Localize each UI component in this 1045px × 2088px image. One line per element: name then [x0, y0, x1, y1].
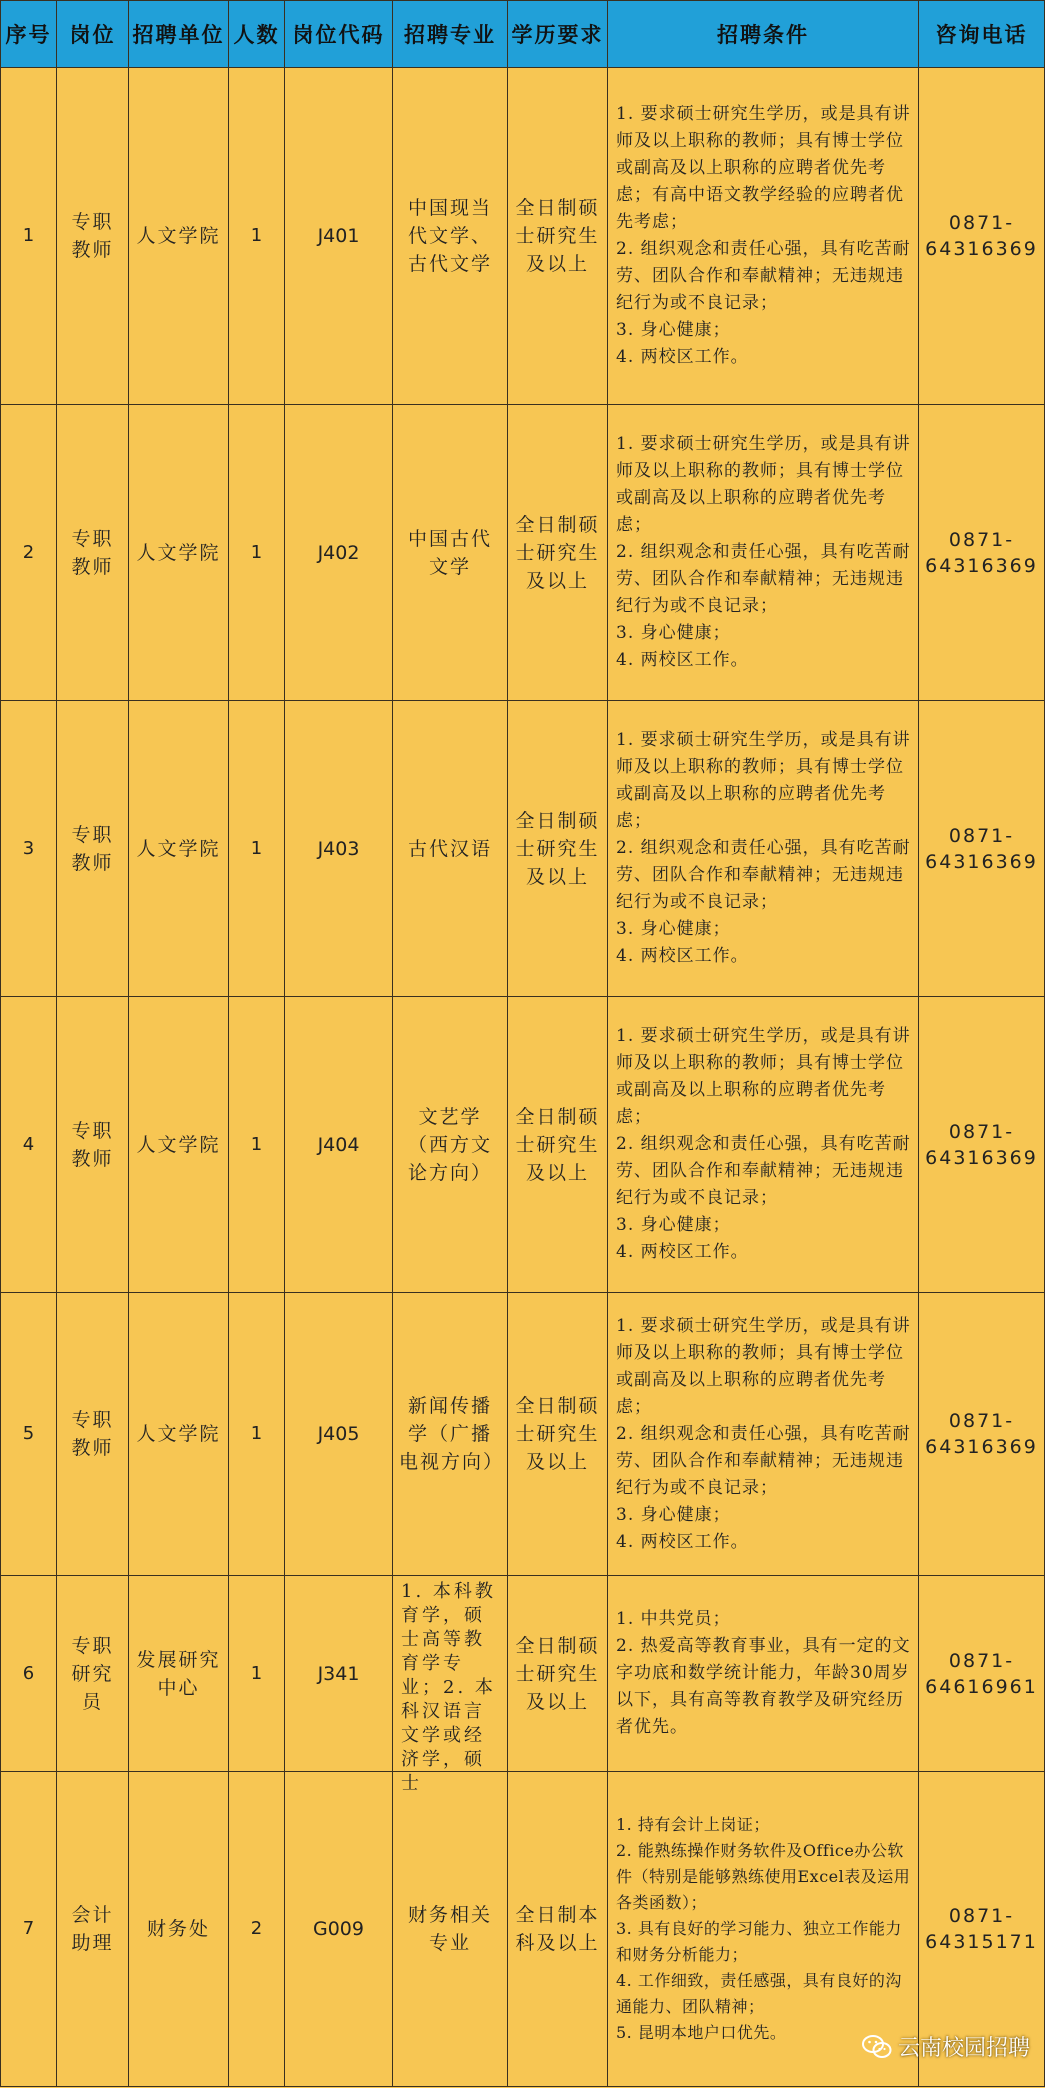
- row-no: 2: [1, 405, 57, 701]
- row-code: J403: [285, 701, 393, 997]
- watermark-text: 云南校园招聘: [897, 2036, 1030, 2061]
- row-count: 1: [229, 68, 285, 405]
- table-row: [1, 68, 1045, 405]
- watermark: [862, 2031, 1030, 2062]
- row-position: 专职教师: [57, 997, 129, 1293]
- row-phone: 0871-64616961: [919, 1576, 1045, 1772]
- row-education: 全日制硕士研究生及以上: [508, 1293, 608, 1576]
- row-no: 4: [1, 997, 57, 1293]
- row-code: J341: [285, 1576, 393, 1772]
- row-position: 专职教师: [57, 1293, 129, 1576]
- condition-item: 2. 能熟练操作财务软件及Office办公软件（特别是能够熟练使用Excel表及运用各类函数）；: [616, 1841, 911, 1912]
- row-phone: 0871-64316369: [919, 68, 1045, 405]
- header-code: 岗位代码: [285, 1, 393, 68]
- condition-item: 3. 身心健康；: [616, 1504, 731, 1525]
- condition-item: 1. 要求硕士研究生学历，或是具有讲师及以上职称的教师；具有博士学位或副高及以上职称的应聘者优先考虑；: [616, 1315, 911, 1417]
- row-unit: 发展研究中心: [129, 1576, 229, 1772]
- row-conditions: [608, 1293, 919, 1576]
- row-major: 中国古代文学: [393, 405, 508, 701]
- condition-item: 3. 身心健康；: [616, 1215, 731, 1235]
- row-major: 财务相关专业: [393, 1772, 508, 2087]
- condition-item: 1. 要求硕士研究生学历，或是具有讲师及以上职称的教师；具有博士学位或副高及以上职称的应聘者优先考虑；: [616, 1026, 911, 1127]
- wechat-icon: [862, 2034, 892, 2060]
- row-position: 会计助理: [57, 1772, 129, 2087]
- header-row: [1, 1, 1045, 68]
- condition-item: 2. 组织观念和责任心强，具有吃苦耐劳、团队合作和奉献精神；无违规违纪行为或不良记录；: [616, 1134, 911, 1208]
- condition-item: 1. 要求硕士研究生学历，或是具有讲师及以上职称的教师；具有博士学位或副高及以上职称的应聘者优先考虑；有高中语文教学经验的应聘者优先考虑；: [616, 104, 911, 232]
- row-no: 7: [1, 1772, 57, 2087]
- row-conditions: [608, 701, 919, 997]
- row-position: 专职研究员: [57, 1576, 129, 1772]
- table-row: [1, 1293, 1045, 1576]
- condition-item: 1. 要求硕士研究生学历，或是具有讲师及以上职称的教师；具有博士学位或副高及以上职称的应聘者优先考虑；: [616, 434, 911, 535]
- condition-item: 1. 持有会计上岗证；: [616, 1815, 770, 1834]
- header-count: 人数: [229, 1, 285, 68]
- row-code: J401: [285, 68, 393, 405]
- row-count: 1: [229, 997, 285, 1293]
- row-education: 全日制硕士研究生及以上: [508, 405, 608, 701]
- row-education: 全日制硕士研究生及以上: [508, 68, 608, 405]
- row-count: 1: [229, 1576, 285, 1772]
- condition-item: 1. 要求硕士研究生学历，或是具有讲师及以上职称的教师；具有博士学位或副高及以上职称的应聘者优先考虑；: [616, 730, 911, 831]
- row-unit: 人文学院: [129, 68, 229, 405]
- header-conditions: 招聘条件: [608, 1, 919, 68]
- row-position: 专职教师: [57, 701, 129, 997]
- row-major: 文艺学（西方文论方向）: [393, 997, 508, 1293]
- table-row: [1, 701, 1045, 997]
- condition-item: 4. 两校区工作。: [616, 347, 749, 367]
- row-conditions: [608, 997, 919, 1293]
- condition-item: 4. 两校区工作。: [616, 946, 749, 966]
- row-major: 新闻传播学（广播电视方向）: [393, 1293, 508, 1576]
- row-no: 1: [1, 68, 57, 405]
- row-count: 1: [229, 405, 285, 701]
- header-position: 岗位: [57, 1, 129, 68]
- condition-item: 2. 热爱高等教育事业，具有一定的文字功底和数学统计能力，年龄30周岁以下，具有高等教育教学及研究经历者优先。: [616, 1636, 911, 1737]
- row-major: 古代汉语: [393, 701, 508, 997]
- row-education: 全日制本科及以上: [508, 1772, 608, 2087]
- row-unit: 人文学院: [129, 405, 229, 701]
- row-phone: 0871-64315171: [919, 1772, 1045, 2087]
- header-no: 序号: [1, 1, 57, 68]
- row-count: 2: [229, 1772, 285, 2087]
- row-unit: 人文学院: [129, 701, 229, 997]
- header-education: 学历要求: [508, 1, 608, 68]
- condition-item: 4. 两校区工作。: [616, 1242, 749, 1262]
- table-row: [1, 405, 1045, 701]
- condition-item: 2. 组织观念和责任心强，具有吃苦耐劳、团队合作和奉献精神；无违规违纪行为或不良记录；: [616, 1423, 911, 1498]
- row-conditions: [608, 68, 919, 405]
- header-phone: 咨询电话: [919, 1, 1045, 68]
- condition-item: 2. 组织观念和责任心强，具有吃苦耐劳、团队合作和奉献精神；无违规违纪行为或不良记录；: [616, 838, 911, 912]
- condition-item: 5. 昆明本地户口优先。: [616, 2023, 787, 2042]
- condition-item: 4. 工作细致，责任感强，具有良好的沟通能力、团队精神；: [616, 1971, 902, 2016]
- condition-item: 1. 中共党员；: [616, 1609, 731, 1629]
- table-row: [1, 997, 1045, 1293]
- row-code: G009: [285, 1772, 393, 2087]
- condition-item: 3. 身心健康；: [616, 320, 731, 340]
- row-position: 专职教师: [57, 405, 129, 701]
- row-code: J404: [285, 997, 393, 1293]
- row-no: 3: [1, 701, 57, 997]
- row-no: 5: [1, 1293, 57, 1576]
- row-conditions: [608, 405, 919, 701]
- row-conditions: [608, 1576, 919, 1772]
- row-phone: 0871-64316369: [919, 701, 1045, 997]
- condition-item: 4. 两校区工作。: [616, 650, 749, 670]
- row-phone: 0871-64316369: [919, 405, 1045, 701]
- condition-item: 3. 具有良好的学习能力、独立工作能力和财务分析能力；: [616, 1919, 902, 1964]
- row-code: J405: [285, 1293, 393, 1576]
- row-major: 中国现当代文学、古代文学: [393, 68, 508, 405]
- row-phone: 0871-64316369: [919, 997, 1045, 1293]
- row-count: 1: [229, 701, 285, 997]
- row-no: 6: [1, 1576, 57, 1772]
- row-education: 全日制硕士研究生及以上: [508, 997, 608, 1293]
- row-phone: 0871-64316369: [919, 1293, 1045, 1576]
- row-position: 专职教师: [57, 68, 129, 405]
- row-unit: 人文学院: [129, 1293, 229, 1576]
- condition-item: 4. 两校区工作。: [616, 1531, 749, 1552]
- row-major: 1. 本科教育学，硕士高等教育学专业；2. 本科汉语言文学或经济学，硕士: [393, 1576, 508, 1772]
- header-major: 招聘专业: [393, 1, 508, 68]
- row-unit: 人文学院: [129, 997, 229, 1293]
- row-count: 1: [229, 1293, 285, 1576]
- header-unit: 招聘单位: [129, 1, 229, 68]
- row-education: 全日制硕士研究生及以上: [508, 1576, 608, 1772]
- row-unit: 财务处: [129, 1772, 229, 2087]
- condition-item: 2. 组织观念和责任心强，具有吃苦耐劳、团队合作和奉献精神；无违规违纪行为或不良记录；: [616, 239, 911, 313]
- table-row: [1, 1576, 1045, 1772]
- condition-item: 3. 身心健康；: [616, 919, 731, 939]
- condition-item: 2. 组织观念和责任心强，具有吃苦耐劳、团队合作和奉献精神；无违规违纪行为或不良记录；: [616, 542, 911, 616]
- row-education: 全日制硕士研究生及以上: [508, 701, 608, 997]
- condition-item: 3. 身心健康；: [616, 623, 731, 643]
- row-code: J402: [285, 405, 393, 701]
